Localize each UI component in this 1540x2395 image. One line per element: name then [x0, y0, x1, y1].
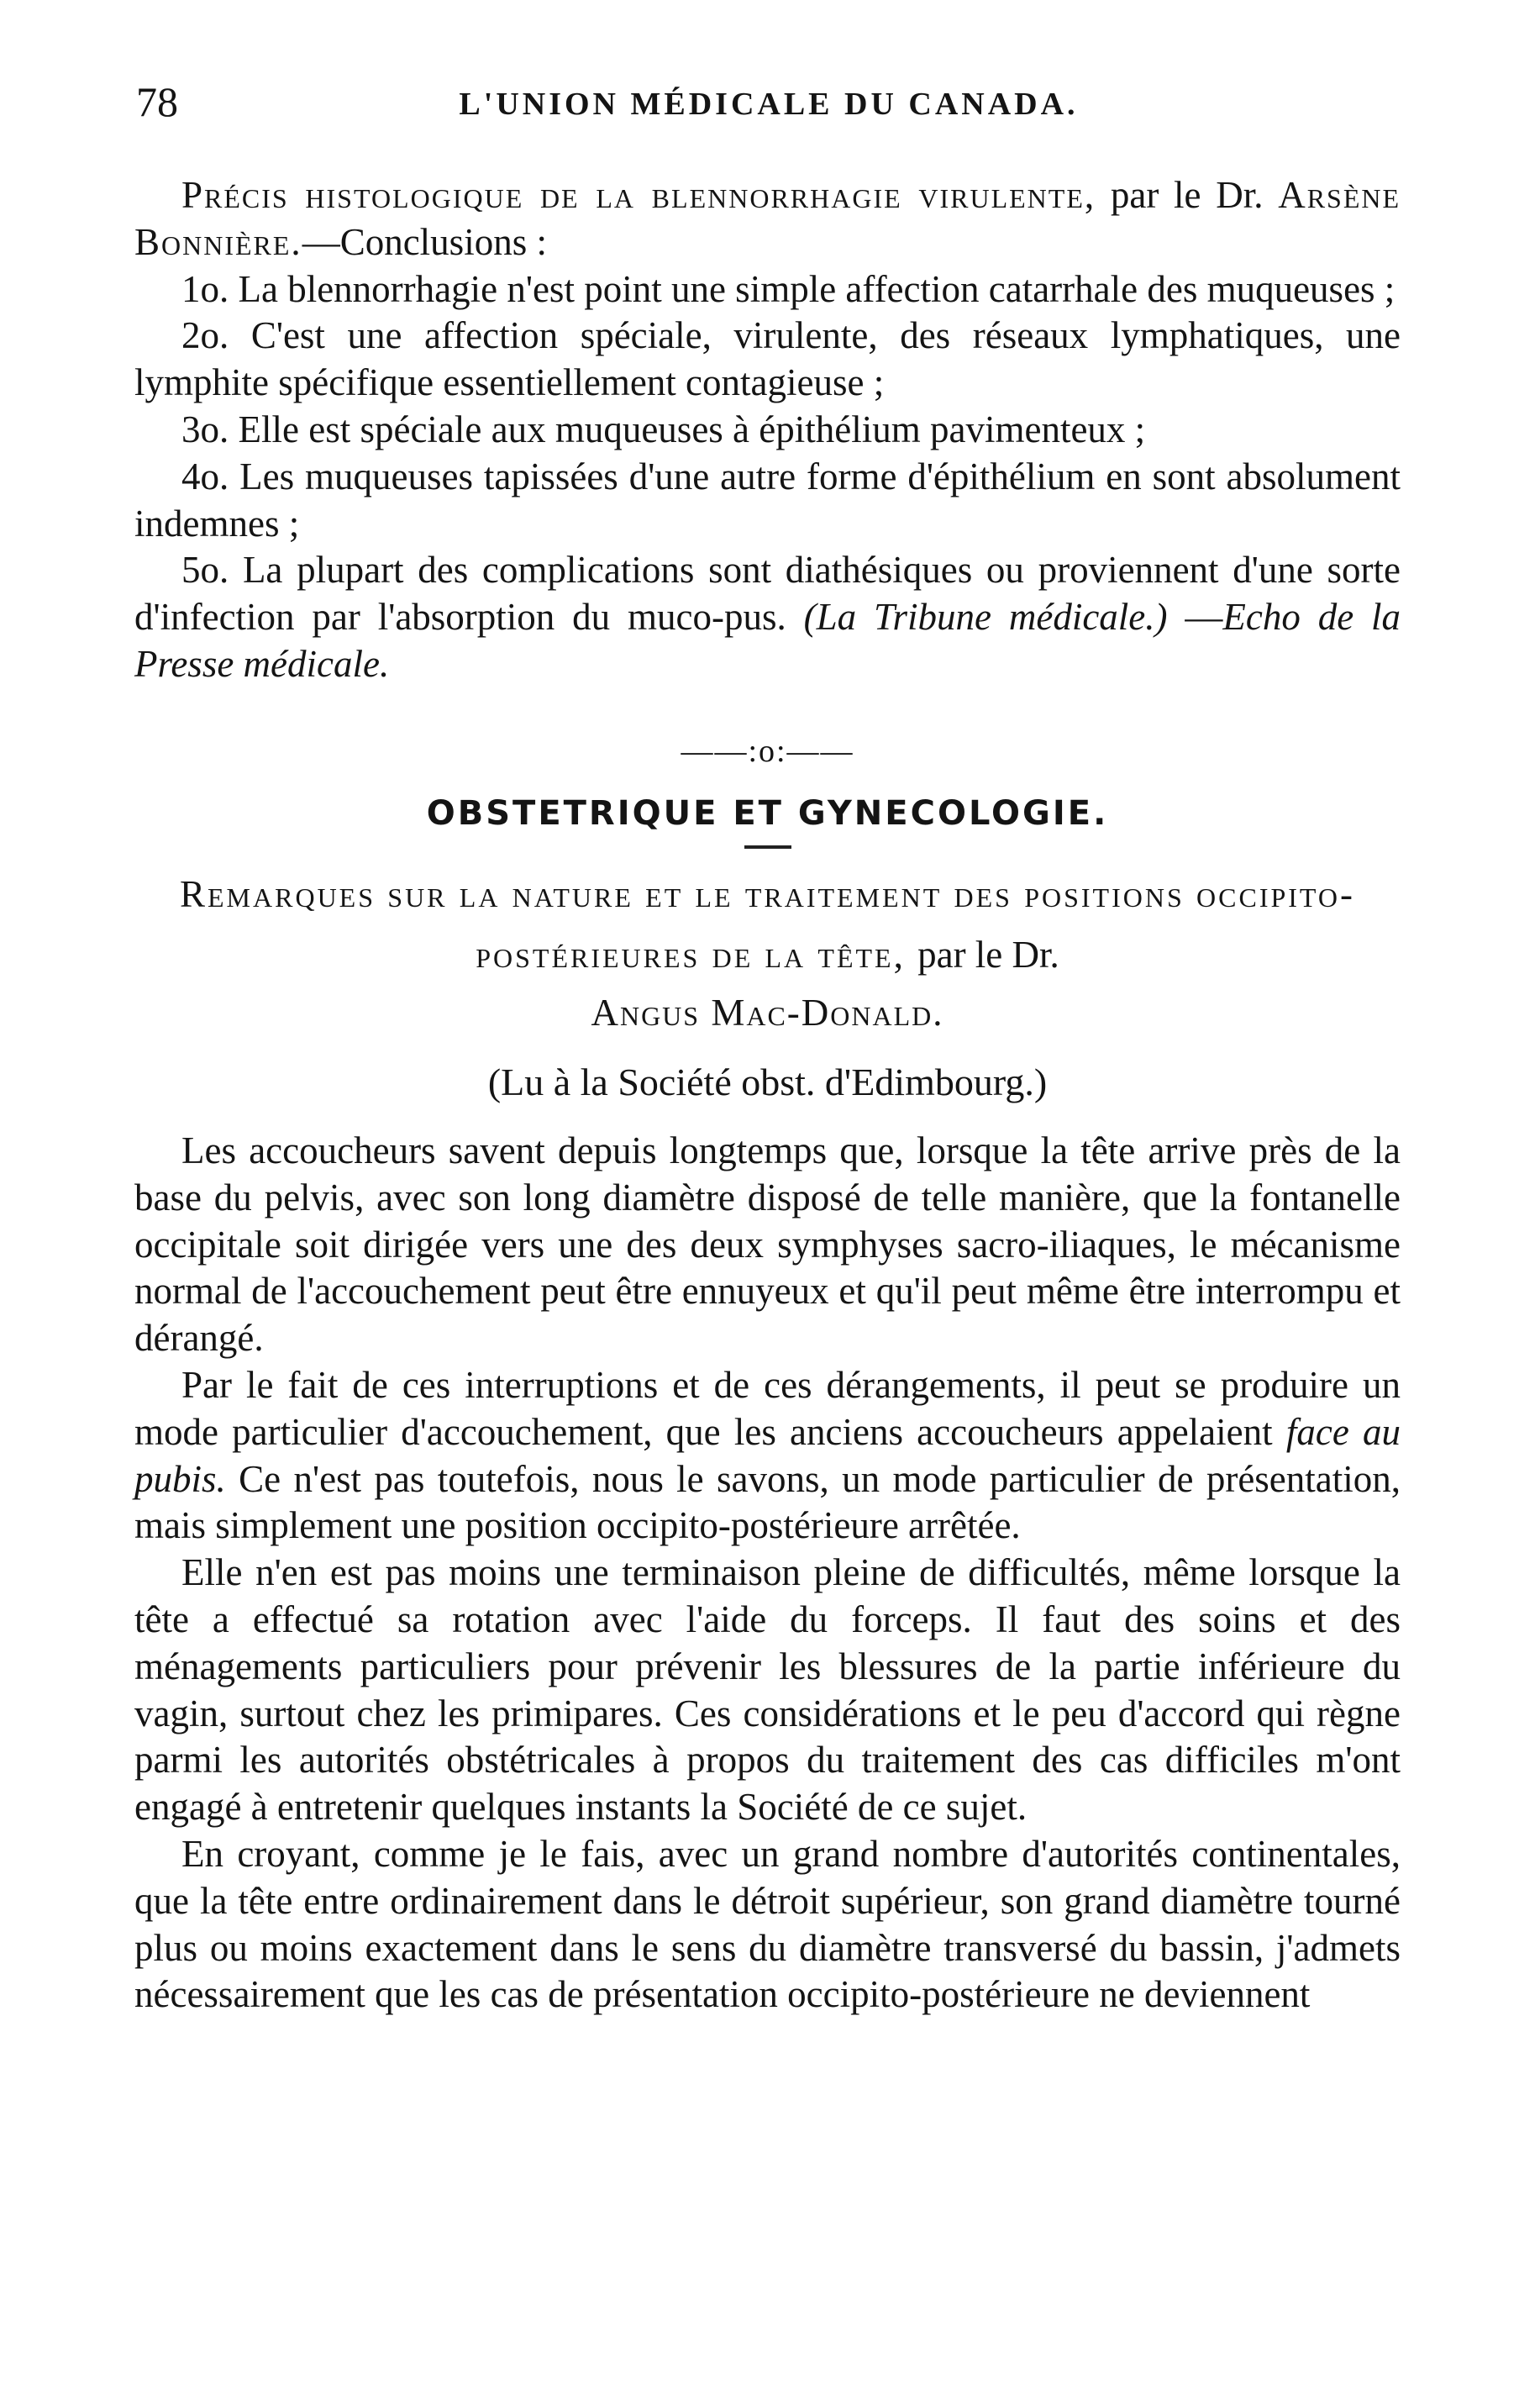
conclusion-item: 2o. C'est une affection spéciale, virulente, des réseaux lymphatiques, une lymphite spécifique essentiellement contagieuse ; [134, 314, 1401, 404]
section-separator: ——:o:—— [681, 733, 854, 769]
body-italic: face au pubis. [134, 1410, 1401, 1500]
article-heading [134, 172, 1401, 266]
body-paragraph: Elle n'en est pas moins une terminaison pleine de difficultés, même lorsque la tête a effectué sa rotation avec l'aide du forceps. Il faut des soins et des ménagements particuliers pour prévenir les blessures de la partie inférieure du vagin, surtout chez les primipares. Ces considérations et le peu d'accord qui règne parmi les autorités obstétricales à propos du traitement des cas difficiles m'ont engagé à entretenir quelques instants la Société de ce sujet. [134, 1551, 1401, 1829]
conclusion-item: 4o. Les muqueuses tapissées d'une autre forme d'épithélium en sont absolument indemnes ; [134, 455, 1401, 545]
body-paragraph [134, 1362, 1401, 1550]
conclusion-item-text: 5o. La plupart des complications sont diathésiques ou proviennent d'une sorte d'infection par l'absorption du muco-pus. [134, 549, 1401, 639]
page-content [134, 172, 1401, 2019]
heading-rule [744, 845, 791, 849]
article-by: par [1110, 174, 1159, 216]
journal-title: L'UNION MÉDICALE DU CANADA. [459, 87, 1079, 122]
source-dash: — [1167, 596, 1223, 639]
source-citation: (La Tribune médicale.) [803, 596, 1168, 639]
article-title-text: Remarques sur la nature et le traitement des positions occipito-postérieures de la tête, [180, 873, 1355, 976]
article-author: Arsène Bonnière. [134, 174, 1401, 263]
running-head [126, 77, 1411, 128]
macdonald-article-title [168, 864, 1367, 985]
page-number: 78 [136, 78, 178, 125]
section-heading: OBSTETRIQUE ET GYNECOLOGIE. [426, 793, 1109, 833]
article-title: Précis histologique de la blennorrhagie virulente, [181, 174, 1096, 216]
conclusion-item [134, 547, 1401, 687]
article-bonniere [134, 172, 1401, 688]
body-paragraph: Les accoucheurs savent depuis longtemps que, lorsque la tête arrive près de la base du pelvis, avec son long diamètre disposé de telle manière, que la fontanelle occipitale soit dirigée vers une des deux symphyses sacro-iliaques, le mécanisme normal de l'accouchement peut être ennuyeux et qu'il peut même être interrompu et dérangé. [134, 1129, 1401, 1360]
body-paragraph: En croyant, comme je le fais, avec un grand nombre d'autorités continentales, que la tête entre ordinairement dans le détroit supérieur, son grand diamètre tourné plus ou moins exactement dans le sens du diamètre transversé du bassin, j'admets nécessairement que les cas de présentation occipito-postérieure ne deviennent [134, 1832, 1401, 2016]
source-citation-2: Echo de la Presse médicale. [134, 596, 1401, 685]
conclusion-item: 1o. La blennorrhagie n'est point une simple affection catarrhale des muqueuses ; [181, 267, 1395, 310]
conclusions-label: —Conclusions : [302, 220, 547, 263]
article-title-by: par le Dr. [917, 934, 1059, 976]
body-text: Ce n'est pas toutefois, nous le savons, un mode particulier de présentation, mais simplement une position occipito-postérieure arrêtée. [134, 1457, 1401, 1547]
article-title-line2: le Dr. [1174, 174, 1264, 216]
article-note: (Lu à la Société obst. d'Edimbourg.) [487, 1061, 1048, 1104]
macdonald-author: Angus Mac-Donald. [591, 992, 944, 1034]
conclusion-item: 3o. Elle est spéciale aux muqueuses à épithélium pavimenteux ; [181, 408, 1146, 450]
body-text: Par le fait de ces interruptions et de ces dérangements, il peut se produire un mode particulier d'accouchement, que les anciens accoucheurs appelaient [134, 1363, 1401, 1453]
